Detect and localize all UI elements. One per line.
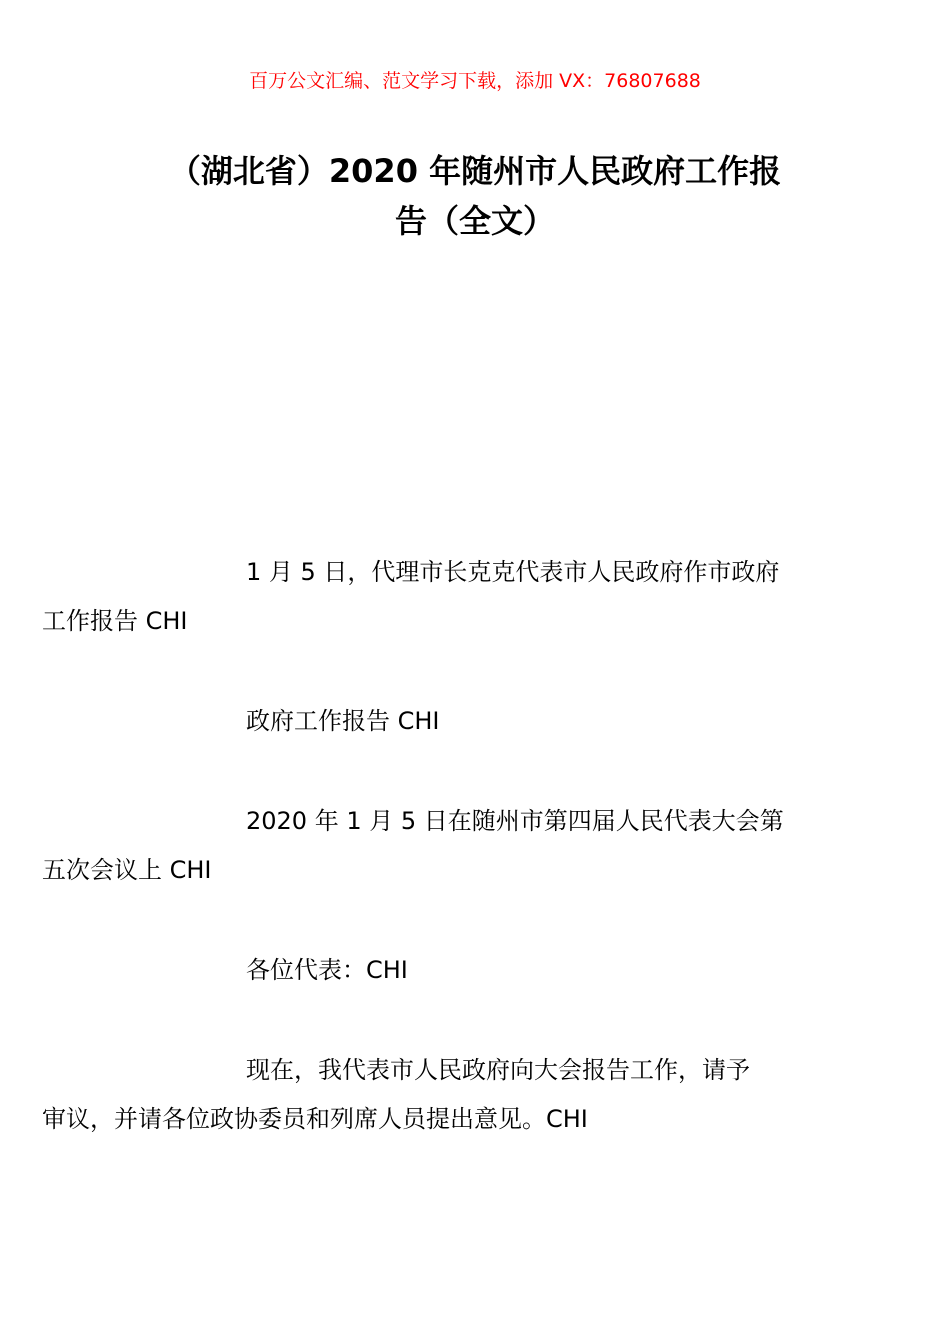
paragraph-line: 现在，我代表市人民政府向大会报告工作，请予	[246, 1056, 750, 1084]
paragraph-line: 政府工作报告 CHI	[246, 707, 440, 735]
paragraph-opening	[42, 548, 808, 646]
paragraph-date-venue	[42, 797, 808, 895]
document-title-line-2: 告（全文）	[394, 202, 555, 240]
paragraph-salutation	[144, 946, 808, 995]
paragraph-line: 工作报告 CHI	[42, 607, 188, 635]
paragraph-line: 1 月 5 日，代理市长克克代表市人民政府作市政府	[246, 558, 780, 586]
paragraph-line: 各位代表：CHI	[246, 956, 408, 984]
paragraph-intro	[42, 1046, 808, 1144]
header-note: 百万公文汇编、范文学习下载，添加 VX：76807688	[249, 70, 701, 92]
document-body	[42, 548, 808, 1195]
document-title-line-1: （湖北省）2020 年随州市人民政府工作报	[168, 152, 782, 190]
paragraph-line: 2020 年 1 月 5 日在随州市第四届人民代表大会第	[246, 807, 784, 835]
paragraph-report-heading	[144, 697, 808, 746]
paragraph-line: 五次会议上 CHI	[42, 856, 212, 884]
document-title	[140, 146, 810, 246]
paragraph-line: 审议，并请各位政协委员和列席人员提出意见。CHI	[42, 1105, 588, 1133]
